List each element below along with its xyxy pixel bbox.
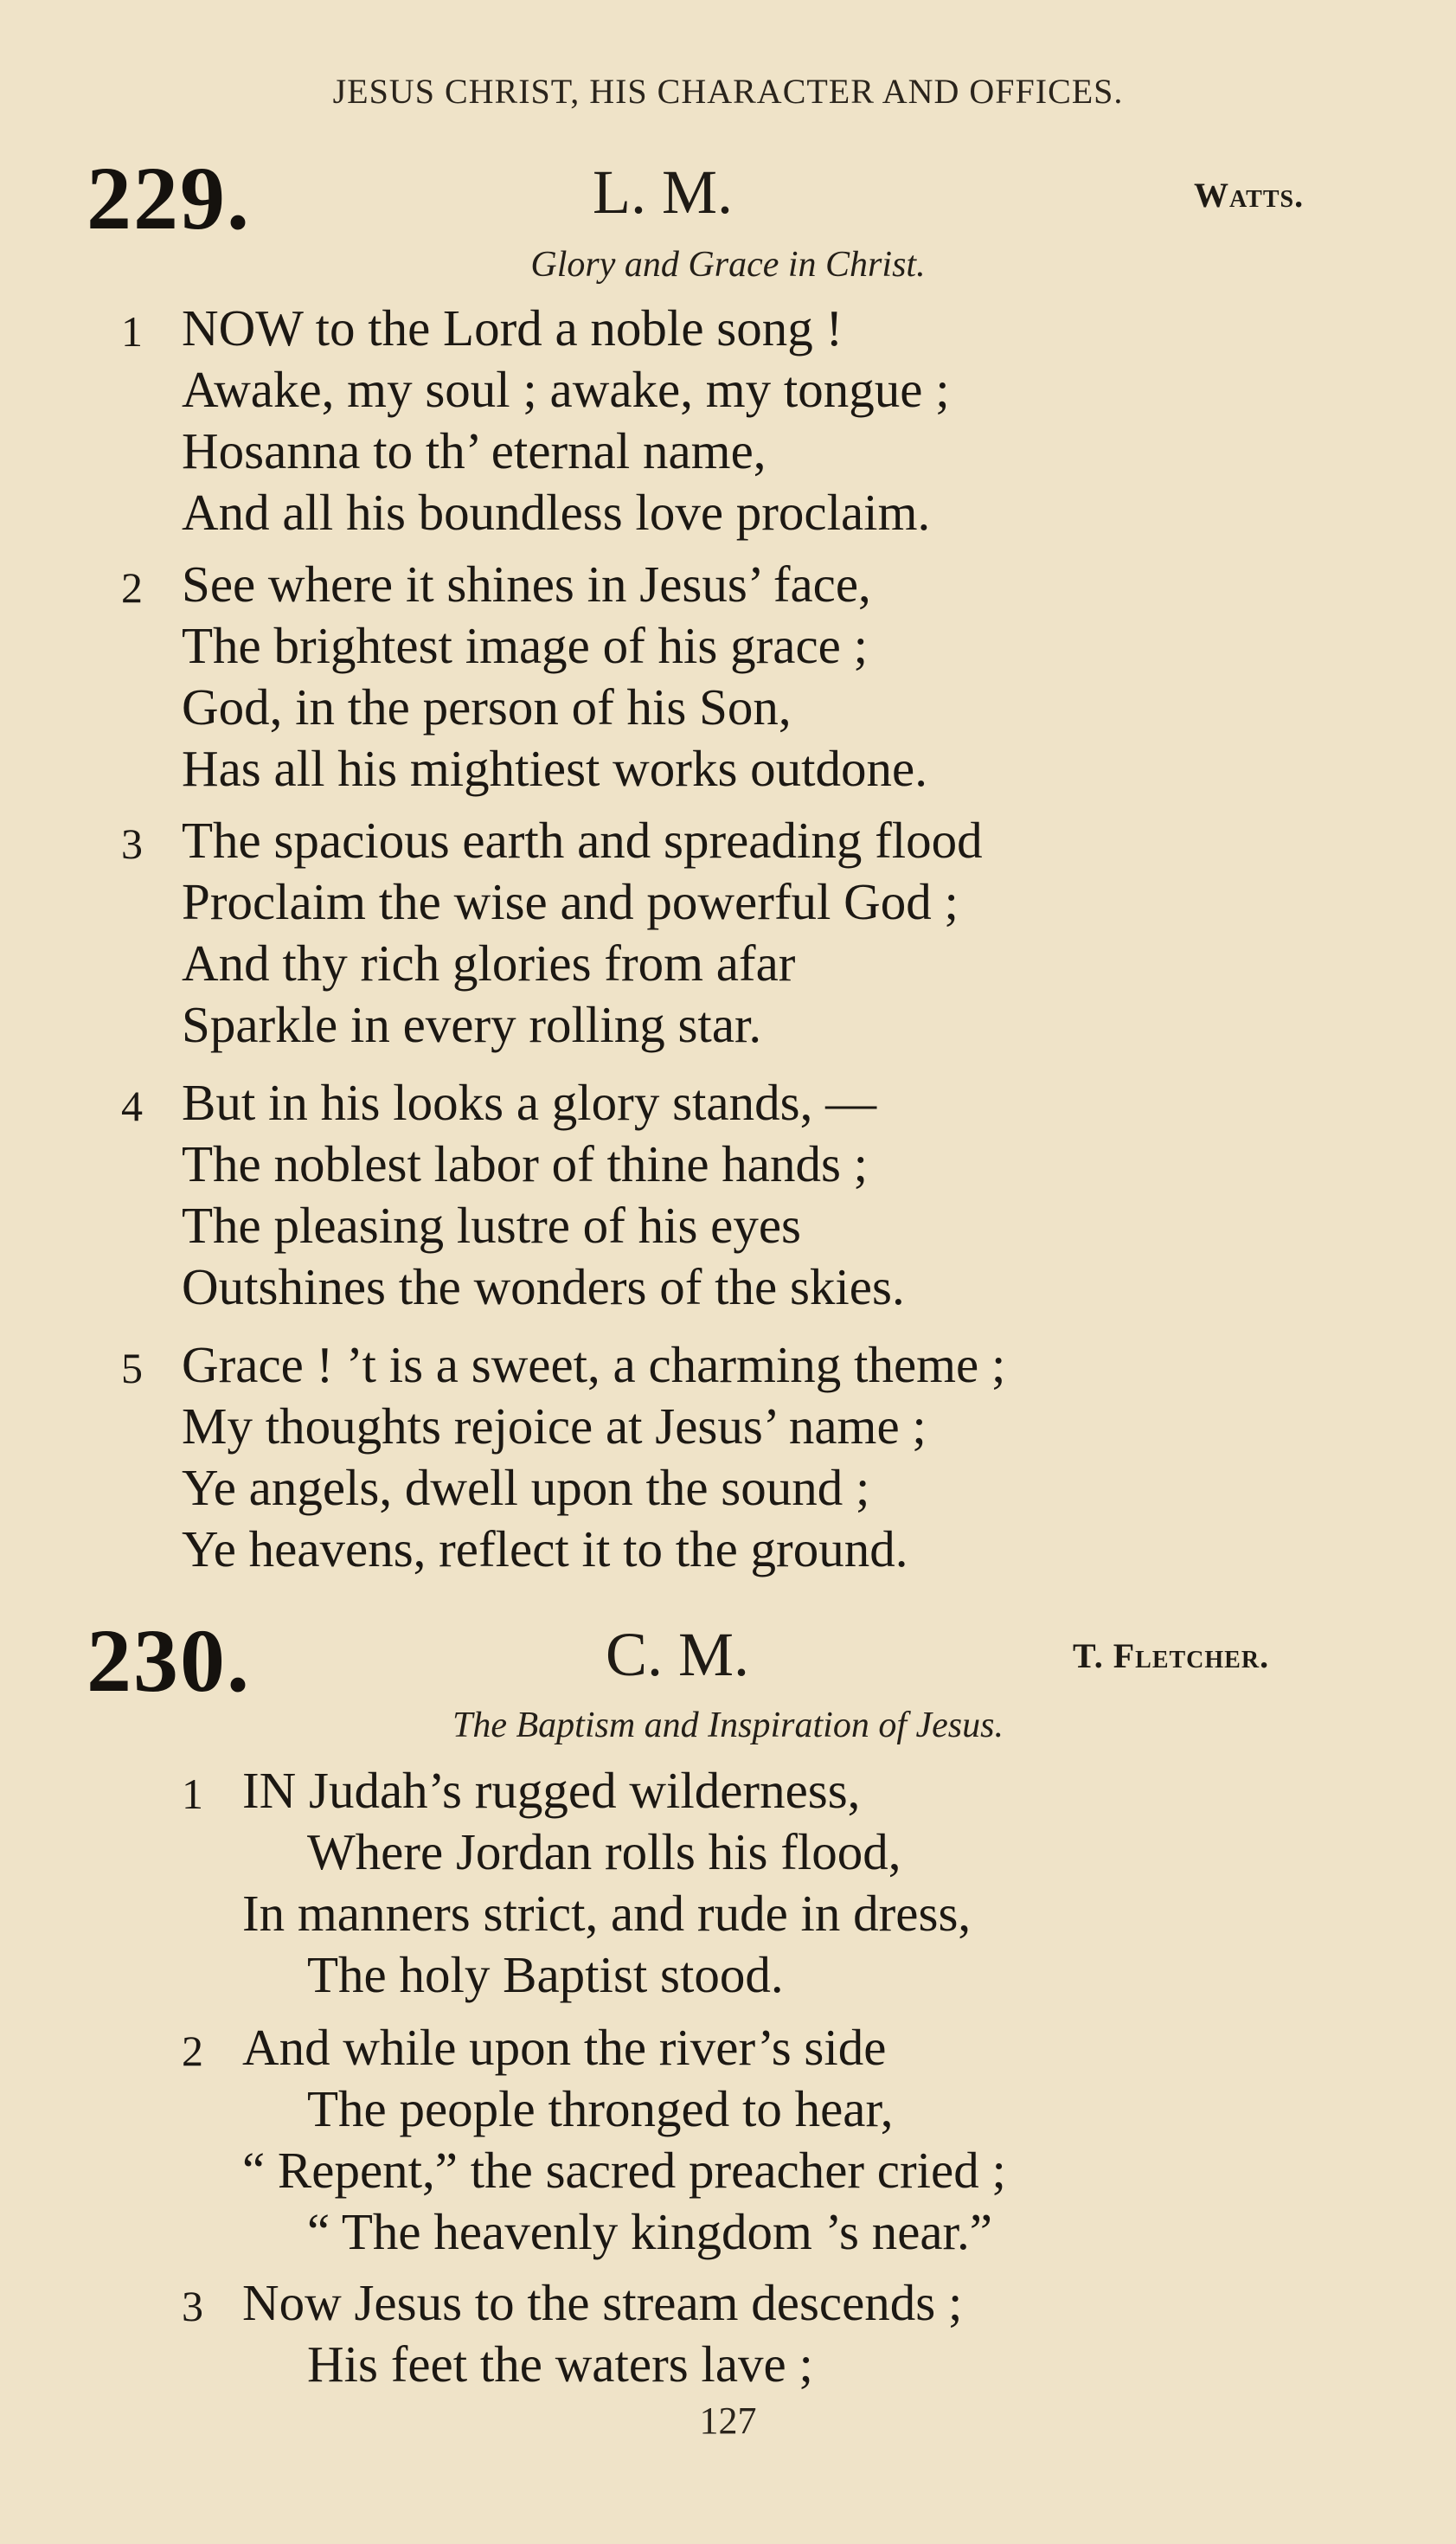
verse-line: “ The heavenly kingdom ’s near.”: [307, 2203, 992, 2260]
verse-line: Outshines the wonders of the skies.: [182, 1258, 905, 1315]
hymn-title: Glory and Grace in Christ.: [530, 245, 926, 285]
verse-line: IN Judah’s rugged wilderness,: [242, 1762, 861, 1819]
verse-number: 2: [182, 2027, 203, 2075]
verse-line: The brightest image of his grace ;: [182, 617, 868, 674]
verse-line: My thoughts rejoice at Jesus’ name ;: [182, 1397, 927, 1455]
verse-line: And all his boundless love proclaim.: [182, 484, 931, 541]
verse-line: Has all his mightiest works outdone.: [182, 740, 927, 797]
verse-number: 1: [182, 1770, 203, 1818]
verse-number: 4: [121, 1082, 143, 1130]
verse-number: 5: [121, 1344, 143, 1392]
verse-line: The pleasing lustre of his eyes: [182, 1197, 802, 1254]
verse-line: Hosanna to th’ eternal name,: [182, 422, 766, 479]
verse-line: God, in the person of his Son,: [182, 678, 792, 736]
page-number: 127: [699, 2399, 757, 2442]
verse-line: Sparkle in every rolling star.: [182, 996, 762, 1053]
verse-line: Now Jesus to the stream descends ;: [242, 2274, 963, 2331]
hymn-number: 229.: [87, 149, 251, 248]
verse-line: But in his looks a glory stands, —: [182, 1074, 877, 1131]
verse-line: “ Repent,” the sacred preacher cried ;: [242, 2142, 1006, 2199]
hymn-meter: C. M.: [606, 1620, 750, 1689]
verse-line: And thy rich glories from afar: [182, 935, 796, 992]
hymn-number: 230.: [87, 1611, 251, 1711]
verse-line: Where Jordan rolls his flood,: [307, 1823, 901, 1880]
hymn-title: The Baptism and Inspiration of Jesus.: [452, 1706, 1004, 1745]
verse-line: The spacious earth and spreading flood: [182, 812, 983, 869]
verse-line: The people thronged to hear,: [307, 2080, 894, 2137]
verse-line: The holy Baptist stood.: [307, 1946, 784, 2003]
verse-line: And while upon the river’s side: [242, 2019, 887, 2076]
hymn-author: Watts.: [1194, 176, 1305, 215]
verse-line: Awake, my soul ; awake, my tongue ;: [182, 361, 950, 418]
hymn-author: T. Fletcher.: [1073, 1636, 1270, 1675]
hymn-meter: L. M.: [593, 157, 733, 227]
verse-line: Proclaim the wise and powerful God ;: [182, 873, 959, 930]
verse-line: NOW to the Lord a noble song !: [182, 299, 843, 357]
verse-line: The noblest labor of thine hands ;: [182, 1135, 869, 1192]
verse-number: 2: [121, 563, 143, 612]
verse-number: 3: [182, 2282, 203, 2330]
verse-line: His feet the waters lave ;: [307, 2335, 813, 2393]
verse-number: 1: [121, 307, 143, 356]
verse-number: 3: [121, 819, 143, 868]
verse-line: See where it shines in Jesus’ face,: [182, 556, 871, 613]
verse-line: Ye heavens, reflect it to the ground.: [182, 1520, 908, 1577]
verse-line: Grace ! ’t is a sweet, a charming theme ;: [182, 1336, 1006, 1393]
verse-line: Ye angels, dwell upon the sound ;: [182, 1459, 870, 1516]
verse-line: In manners strict, and rude in dress,: [242, 1885, 972, 1942]
running-head: JESUS CHRIST, HIS CHARACTER AND OFFICES.: [332, 72, 1124, 111]
